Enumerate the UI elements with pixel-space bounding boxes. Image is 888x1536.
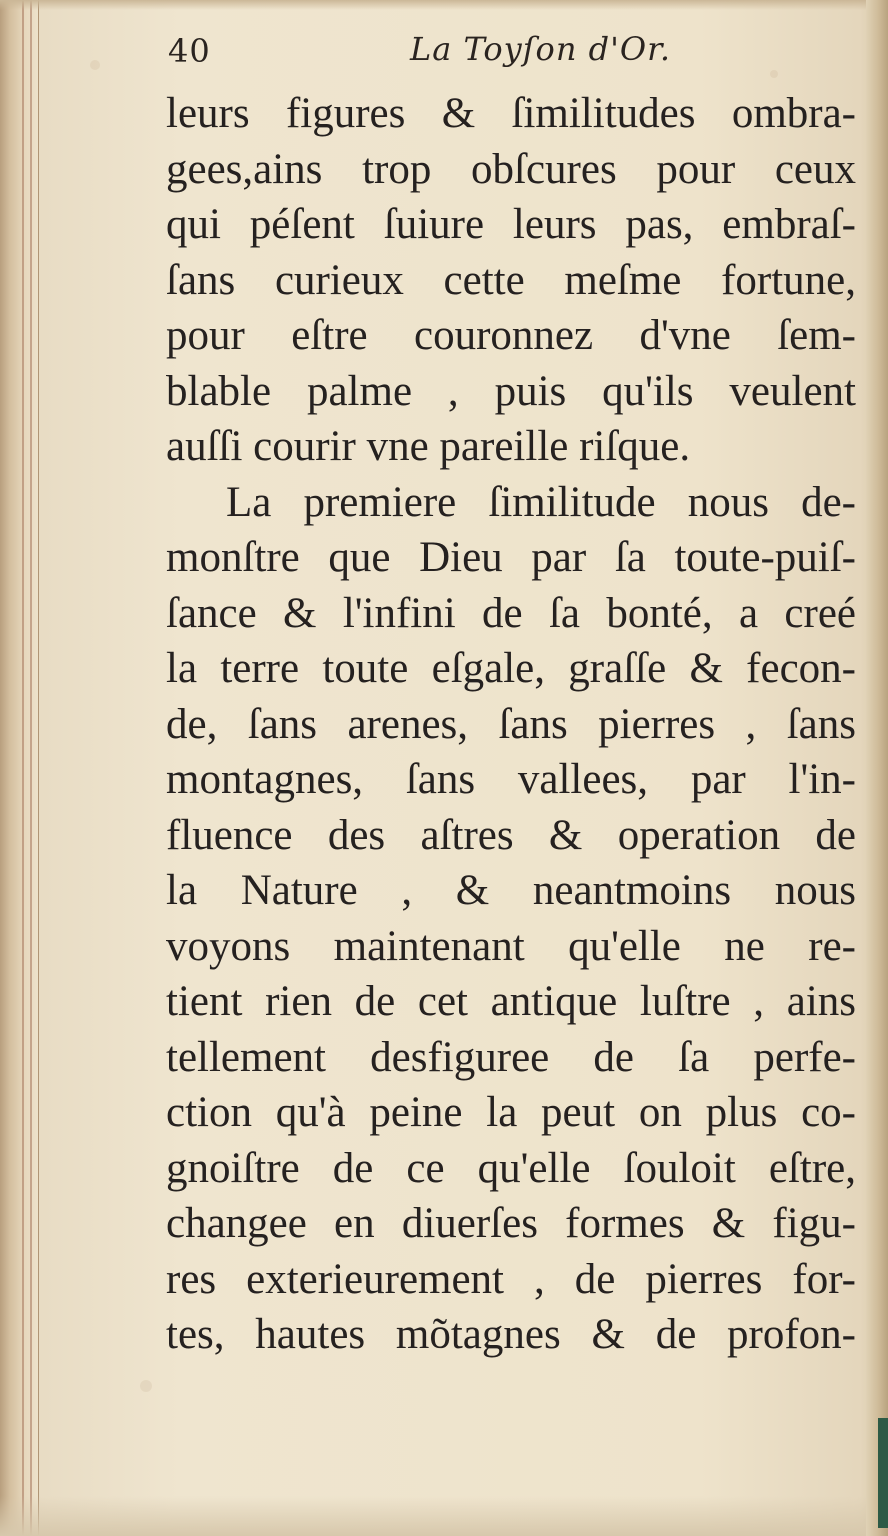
page-number: 40 xyxy=(168,32,211,70)
text-line: tes, hautes mõtagnes & de profon- xyxy=(166,1311,856,1358)
foxing-spot xyxy=(770,70,778,78)
paragraph-start-line: La premiere ſimilitude nous de- xyxy=(226,478,856,526)
bottom-edge-shadow xyxy=(0,1496,888,1536)
text-line: gees,ains trop obſcures pour ceux xyxy=(166,145,856,193)
text-line: ſans curieux cette meſme fortune, xyxy=(166,256,856,304)
text-line: montagnes, ſans vallees, par l'in- xyxy=(166,756,856,803)
text-line: blable palme , puis qu'ils veulent xyxy=(166,367,856,415)
fore-edge xyxy=(866,0,888,1536)
page-header xyxy=(168,28,688,78)
foxing-spot xyxy=(140,1380,152,1392)
top-edge-shadow xyxy=(0,0,888,10)
text-line: res exterieurement , de pierres for- xyxy=(166,1255,856,1303)
text-line: gnoiſtre de ce qu'elle ſouloit eſtre, xyxy=(166,1144,856,1192)
binding-rule-outer xyxy=(22,0,24,1536)
text-line: de, ſans arenes, ſans pierres , ſans xyxy=(166,700,856,748)
binding-gutter xyxy=(0,0,39,1536)
text-line: ction qu'à peine la peut on plus co- xyxy=(166,1089,856,1136)
text-line: monſtre que Dieu par ſa toute-puiſ- xyxy=(166,534,856,581)
text-line: voyons maintenant qu'elle ne re- xyxy=(166,922,856,970)
body-text xyxy=(166,86,856,1363)
binding-rule-inner xyxy=(30,0,32,1536)
text-line: pour eſtre couronnez d'vne ſem- xyxy=(166,312,856,359)
text-line: leurs figures & ſimilitudes ombra- xyxy=(166,90,856,137)
text-line: tellement desfiguree de ſa perfe- xyxy=(166,1033,856,1081)
running-title: La Toyſon d'Or. xyxy=(410,30,672,68)
text-line: la terre toute eſgale, graſſe & fecon- xyxy=(166,645,856,692)
ribbon-marker xyxy=(878,1418,888,1528)
text-line: la Nature , & neantmoins nous xyxy=(166,867,856,914)
text-line: tient rien de cet antique luſtre , ains xyxy=(166,978,856,1025)
text-line: fluence des aſtres & operation de xyxy=(166,811,856,859)
text-line: auſſi courir vne pareille riſque. xyxy=(166,423,691,470)
text-line: changee en diuerſes formes & figu- xyxy=(166,1200,856,1247)
text-line: qui péſent ſuiure leurs pas, embraſ- xyxy=(166,201,856,248)
text-line: ſance & l'infini de ſa bonté, a creé xyxy=(166,589,856,637)
foxing-spot xyxy=(90,60,100,70)
